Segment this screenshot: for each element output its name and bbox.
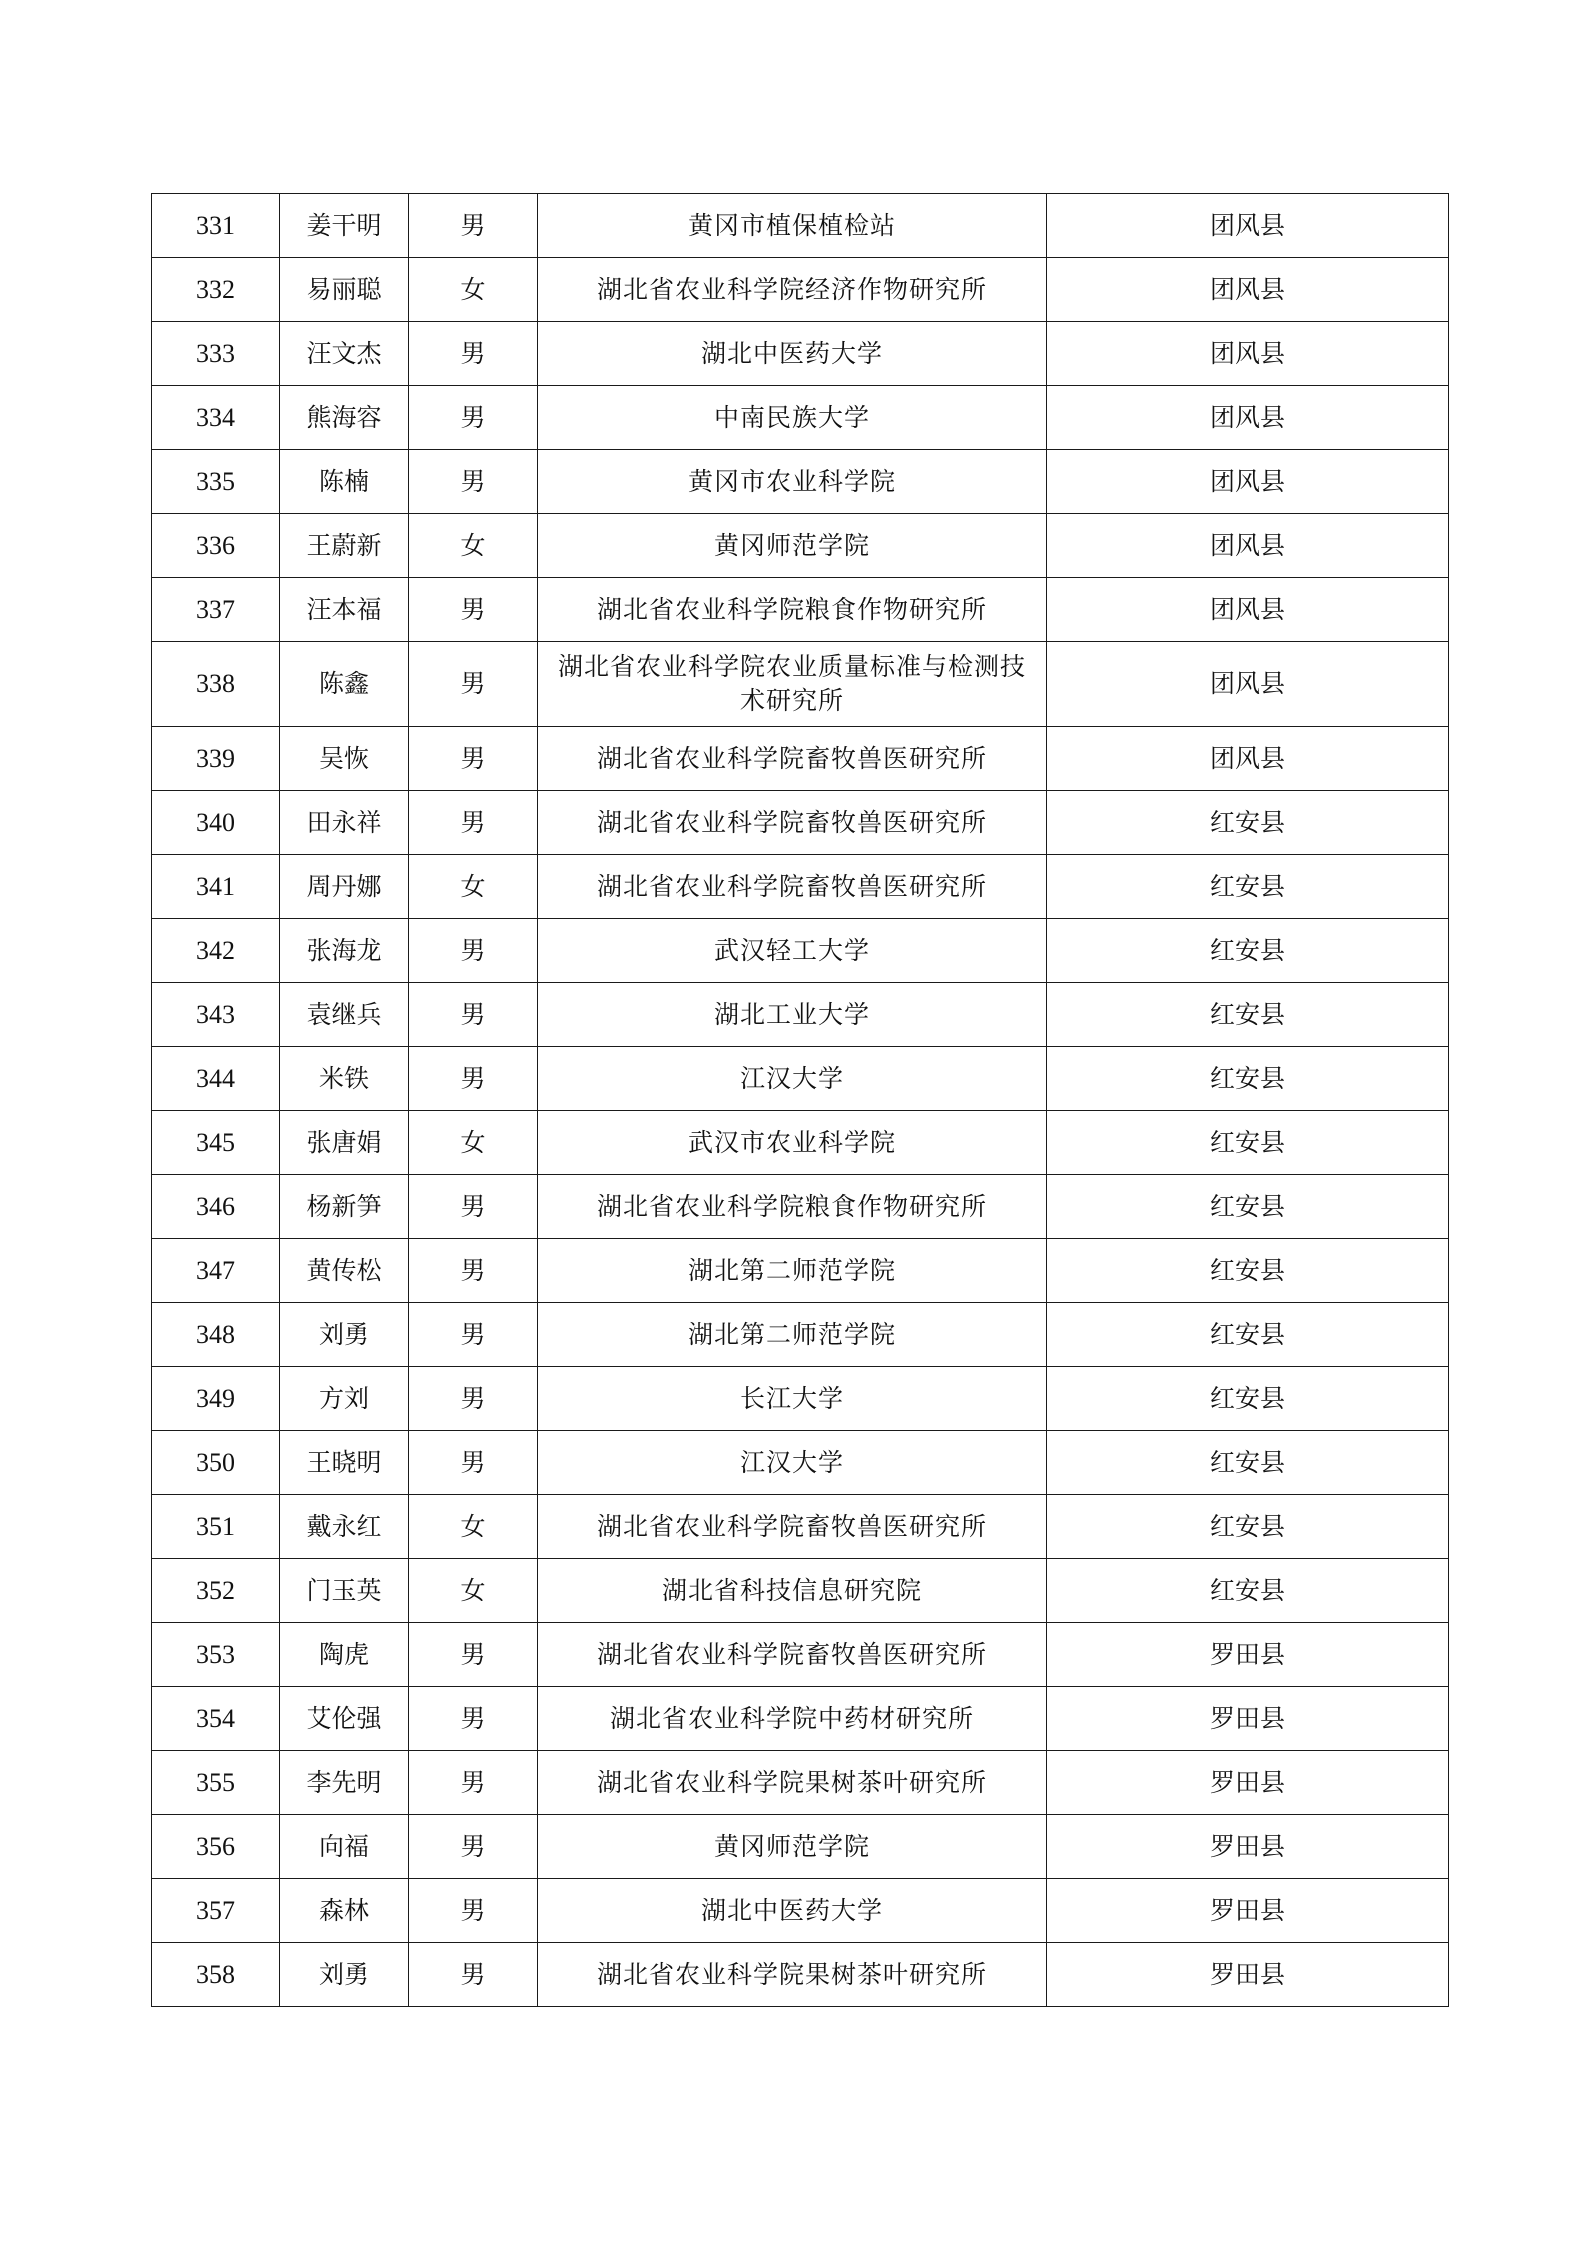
gender: 男	[409, 1687, 538, 1751]
county: 罗田县	[1047, 1687, 1449, 1751]
work-unit: 湖北省农业科学院果树茶叶研究所	[538, 1751, 1047, 1815]
table-row	[152, 642, 1449, 727]
row-number: 331	[152, 194, 280, 258]
work-unit: 湖北省农业科学院中药材研究所	[538, 1687, 1047, 1751]
gender: 女	[409, 1559, 538, 1623]
person-name: 刘勇	[280, 1943, 409, 2007]
work-unit: 湖北省农业科学院畜牧兽医研究所	[538, 1623, 1047, 1687]
gender: 男	[409, 1751, 538, 1815]
table-row	[152, 919, 1449, 983]
row-number: 350	[152, 1431, 280, 1495]
row-number: 336	[152, 514, 280, 578]
roster-table	[151, 193, 1449, 2007]
row-number: 358	[152, 1943, 280, 2007]
work-unit: 湖北省农业科学院畜牧兽医研究所	[538, 791, 1047, 855]
person-name: 张海龙	[280, 919, 409, 983]
county: 红安县	[1047, 855, 1449, 919]
person-name: 黄传松	[280, 1239, 409, 1303]
gender: 男	[409, 1367, 538, 1431]
row-number: 349	[152, 1367, 280, 1431]
work-unit: 武汉轻工大学	[538, 919, 1047, 983]
work-unit: 湖北省农业科学院粮食作物研究所	[538, 1175, 1047, 1239]
work-unit: 长江大学	[538, 1367, 1047, 1431]
person-name: 易丽聪	[280, 258, 409, 322]
row-number: 356	[152, 1815, 280, 1879]
county: 罗田县	[1047, 1623, 1449, 1687]
row-number: 342	[152, 919, 280, 983]
work-unit: 江汉大学	[538, 1431, 1047, 1495]
table-row	[152, 1367, 1449, 1431]
roster-body	[152, 194, 1449, 2007]
row-number: 354	[152, 1687, 280, 1751]
person-name: 戴永红	[280, 1495, 409, 1559]
table-row	[152, 1175, 1449, 1239]
county: 团风县	[1047, 578, 1449, 642]
table-row	[152, 855, 1449, 919]
person-name: 姜干明	[280, 194, 409, 258]
person-name: 李先明	[280, 1751, 409, 1815]
table-row	[152, 1047, 1449, 1111]
row-number: 333	[152, 322, 280, 386]
work-unit: 湖北工业大学	[538, 983, 1047, 1047]
person-name: 汪文杰	[280, 322, 409, 386]
county: 红安县	[1047, 983, 1449, 1047]
table-row	[152, 727, 1449, 791]
row-number: 355	[152, 1751, 280, 1815]
row-number: 341	[152, 855, 280, 919]
row-number: 352	[152, 1559, 280, 1623]
work-unit: 湖北省农业科学院畜牧兽医研究所	[538, 1495, 1047, 1559]
gender: 男	[409, 1623, 538, 1687]
table-row	[152, 194, 1449, 258]
table-row	[152, 1687, 1449, 1751]
row-number: 345	[152, 1111, 280, 1175]
gender: 男	[409, 983, 538, 1047]
work-unit: 黄冈师范学院	[538, 514, 1047, 578]
work-unit: 湖北中医药大学	[538, 322, 1047, 386]
county: 红安县	[1047, 1047, 1449, 1111]
gender: 男	[409, 1303, 538, 1367]
row-number: 347	[152, 1239, 280, 1303]
gender: 男	[409, 1431, 538, 1495]
gender: 男	[409, 642, 538, 727]
county: 红安县	[1047, 1303, 1449, 1367]
county: 团风县	[1047, 450, 1449, 514]
person-name: 陈楠	[280, 450, 409, 514]
gender: 男	[409, 1239, 538, 1303]
county: 红安县	[1047, 919, 1449, 983]
gender: 男	[409, 1943, 538, 2007]
work-unit: 湖北省农业科学院经济作物研究所	[538, 258, 1047, 322]
table-row	[152, 322, 1449, 386]
row-number: 340	[152, 791, 280, 855]
gender: 女	[409, 258, 538, 322]
county: 罗田县	[1047, 1751, 1449, 1815]
row-number: 339	[152, 727, 280, 791]
row-number: 344	[152, 1047, 280, 1111]
table-row	[152, 514, 1449, 578]
county: 团风县	[1047, 386, 1449, 450]
work-unit: 湖北第二师范学院	[538, 1239, 1047, 1303]
table-row	[152, 1751, 1449, 1815]
person-name: 向福	[280, 1815, 409, 1879]
gender: 男	[409, 322, 538, 386]
gender: 男	[409, 919, 538, 983]
row-number: 346	[152, 1175, 280, 1239]
gender: 男	[409, 1879, 538, 1943]
row-number: 348	[152, 1303, 280, 1367]
county: 红安县	[1047, 1175, 1449, 1239]
county: 罗田县	[1047, 1943, 1449, 2007]
work-unit: 湖北省农业科学院农业质量标准与检测技术研究所	[538, 642, 1047, 727]
table-row	[152, 1815, 1449, 1879]
county: 红安县	[1047, 1367, 1449, 1431]
gender: 男	[409, 1815, 538, 1879]
table-row	[152, 578, 1449, 642]
person-name: 熊海容	[280, 386, 409, 450]
table-row	[152, 1303, 1449, 1367]
person-name: 王晓明	[280, 1431, 409, 1495]
county: 红安县	[1047, 1495, 1449, 1559]
work-unit: 黄冈市植保植检站	[538, 194, 1047, 258]
table-row	[152, 1431, 1449, 1495]
person-name: 杨新笋	[280, 1175, 409, 1239]
work-unit: 湖北省农业科学院畜牧兽医研究所	[538, 855, 1047, 919]
row-number: 353	[152, 1623, 280, 1687]
county: 团风县	[1047, 514, 1449, 578]
person-name: 米铁	[280, 1047, 409, 1111]
gender: 男	[409, 578, 538, 642]
row-number: 343	[152, 983, 280, 1047]
person-name: 张唐娟	[280, 1111, 409, 1175]
county: 团风县	[1047, 258, 1449, 322]
work-unit: 黄冈师范学院	[538, 1815, 1047, 1879]
row-number: 334	[152, 386, 280, 450]
table-row	[152, 1623, 1449, 1687]
work-unit: 湖北省农业科学院畜牧兽医研究所	[538, 727, 1047, 791]
county: 团风县	[1047, 727, 1449, 791]
work-unit: 中南民族大学	[538, 386, 1047, 450]
table-row	[152, 1111, 1449, 1175]
work-unit: 湖北中医药大学	[538, 1879, 1047, 1943]
table-row	[152, 1943, 1449, 2007]
person-name: 方刘	[280, 1367, 409, 1431]
table-row	[152, 1239, 1449, 1303]
work-unit: 武汉市农业科学院	[538, 1111, 1047, 1175]
gender: 男	[409, 386, 538, 450]
row-number: 351	[152, 1495, 280, 1559]
person-name: 陶虎	[280, 1623, 409, 1687]
work-unit: 湖北第二师范学院	[538, 1303, 1047, 1367]
table-row	[152, 1495, 1449, 1559]
person-name: 汪本福	[280, 578, 409, 642]
gender: 男	[409, 1047, 538, 1111]
person-name: 门玉英	[280, 1559, 409, 1623]
person-name: 周丹娜	[280, 855, 409, 919]
county: 红安县	[1047, 1239, 1449, 1303]
table-row	[152, 1559, 1449, 1623]
gender: 男	[409, 194, 538, 258]
work-unit: 湖北省科技信息研究院	[538, 1559, 1047, 1623]
work-unit: 黄冈市农业科学院	[538, 450, 1047, 514]
county: 团风县	[1047, 322, 1449, 386]
table-row	[152, 983, 1449, 1047]
county: 罗田县	[1047, 1815, 1449, 1879]
county: 团风县	[1047, 194, 1449, 258]
county: 罗田县	[1047, 1879, 1449, 1943]
row-number: 357	[152, 1879, 280, 1943]
gender: 男	[409, 1175, 538, 1239]
gender: 女	[409, 514, 538, 578]
row-number: 332	[152, 258, 280, 322]
person-name: 森林	[280, 1879, 409, 1943]
person-name: 袁继兵	[280, 983, 409, 1047]
row-number: 337	[152, 578, 280, 642]
county: 红安县	[1047, 1431, 1449, 1495]
county: 团风县	[1047, 642, 1449, 727]
county: 红安县	[1047, 1559, 1449, 1623]
person-name: 刘勇	[280, 1303, 409, 1367]
work-unit: 湖北省农业科学院粮食作物研究所	[538, 578, 1047, 642]
table-row	[152, 1879, 1449, 1943]
work-unit: 湖北省农业科学院果树茶叶研究所	[538, 1943, 1047, 2007]
gender: 女	[409, 1495, 538, 1559]
county: 红安县	[1047, 791, 1449, 855]
person-name: 艾伦强	[280, 1687, 409, 1751]
table-row	[152, 791, 1449, 855]
table-row	[152, 386, 1449, 450]
person-name: 陈鑫	[280, 642, 409, 727]
gender: 男	[409, 727, 538, 791]
gender: 男	[409, 791, 538, 855]
work-unit: 江汉大学	[538, 1047, 1047, 1111]
county: 红安县	[1047, 1111, 1449, 1175]
gender: 男	[409, 450, 538, 514]
row-number: 335	[152, 450, 280, 514]
person-name: 王蔚新	[280, 514, 409, 578]
table-row	[152, 258, 1449, 322]
table-row	[152, 450, 1449, 514]
person-name: 吴恢	[280, 727, 409, 791]
gender: 女	[409, 855, 538, 919]
gender: 女	[409, 1111, 538, 1175]
person-name: 田永祥	[280, 791, 409, 855]
row-number: 338	[152, 642, 280, 727]
